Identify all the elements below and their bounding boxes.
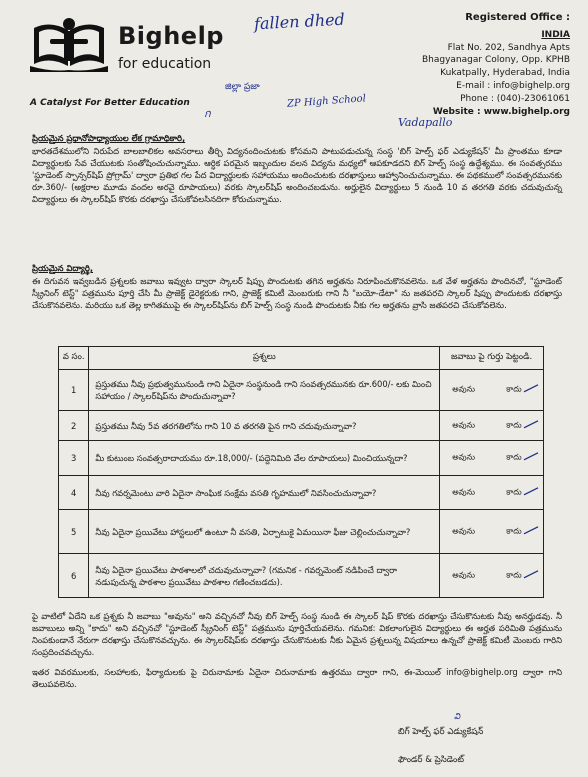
row-question: ప్రస్తుతము నీవు ప్రభుత్వమునుండి గాని ఏదైనా సంస్థనుండి గాని సంవత్సరమునకు రూ.600/- లకు మించి సహాయం / స్కాలర్‌షిప్‌ను పొందుచున్నావా?	[89, 370, 440, 411]
handwritten-name: fallen dhed	[253, 9, 346, 34]
answer-cell[interactable]	[440, 476, 544, 510]
office-phone: Phone : (040)-23061061	[460, 93, 570, 104]
row-number: 3	[59, 441, 89, 476]
row-number: 4	[59, 476, 89, 510]
answer-no[interactable]: కాదు	[506, 384, 522, 394]
handwritten-address-1: జిల్లా ప్రజా	[225, 82, 260, 92]
contact-paragraph: ఇతర వివరములకు, సలహాలకు, ఫిర్యాదులకు పై చిరునామాకు ఏదైనా చిరునామాకు ఉత్తరము ద్వారా గాని, ఈ-మెయిల్ info@bighelp.org ద్వారా గాని తెలుపవలెను.	[32, 667, 562, 689]
greeting-headmaster: ప్రియమైన ప్రధానోపాధ్యాయుల లేక గ్రామాధికారి,	[32, 133, 186, 143]
row-question: మీ కుటుంబ సంవత్సరాదాయము రూ.18,000/- (పద్దెనిమిది వేల రూపాయలు) మించియున్నదా?	[89, 441, 440, 476]
tagline: A Catalyst For Better Education	[30, 98, 190, 108]
handwritten-mark: ก	[204, 107, 211, 120]
row-question: నీవు ఏదైనా ప్రయివేటు పాఠశాలలో చదువుచున్నావా? (గమనిక - గవర్నమెంట్ నడిపించే ద్వారా నడుపుచున్న పాఠశాల ప్రయివేటు పాఠశాల గణించబడదు).	[89, 554, 440, 598]
brand-name: Bighelp	[118, 22, 224, 50]
handwritten-address-3: Vadapallo	[398, 116, 453, 129]
answer-cell[interactable]	[440, 510, 544, 554]
answer-no[interactable]: కాదు	[506, 487, 522, 496]
registered-office	[400, 12, 570, 118]
student-section	[32, 262, 562, 311]
handwritten-address-2: ZP High School	[286, 93, 367, 110]
table-row	[59, 476, 544, 510]
student-paragraph: ఈ దిగువన ఇవ్వబడిన ప్రశ్నలకు జవాబు ఇవ్వుట ద్వారా స్కాలర్ షిప్పు పొందుటకు తగిన అర్హతను నిరూపించుకొనవలెను. ఒక వేళ అర్హతను పొందినచో, "స్టూడెంట్ స్క్రీనింగ్ టెస్ట్" పత్రమును పూర్తి చేసి మీ ప్రాజెక్ట్ డైరెక్టరుకు గాని, ప్రాజెక్ట్ కమిటీ మెంబరుకు గాని నీ "బయో-డేటా" ను జతపరచి స్కాలర్ షిప్పు పొందుటకు దరఖాస్తు చేసుకొనవలెను. మరియు ఒక తెల్ల కాగితముపై ఈ స్కాలర్‌షిప్‌ను బిగ్ హెల్ప్ సంస్థ నుండి పొందుటకు నీకు గల అర్హతను వ్రాసి జతపరచి చేసుకోవలెను.	[32, 276, 562, 310]
answer-cell[interactable]	[440, 370, 544, 411]
row-number: 2	[59, 411, 89, 441]
table-row	[59, 510, 544, 554]
row-number: 1	[59, 370, 89, 411]
table-row	[59, 441, 544, 476]
answer-cell[interactable]	[440, 554, 544, 598]
tick-mark-icon	[523, 418, 539, 430]
office-website: Website : www.bighelp.org	[432, 106, 570, 117]
tick-mark-icon	[523, 451, 539, 463]
row-question: నీవు ఏదైనా ప్రయివేటు హాస్టలులో ఉంటూ నీ వసతి, ఏర్పాటుకై ఏమయినా ఫీజు చెల్లించుచున్నావా?	[89, 510, 440, 554]
tick-mark-icon	[523, 383, 539, 395]
intro-paragraph: భారతదేశములోని నిరుపేద బాలబాలికల అవసరాలు తీర్చి విద్యనందించుటకు కోసమని పాటుపడుచున్న సంస్థ 'బిగ్ హెల్ప్ ఫర్ ఎడ్యుకేషన్' మీ ప్రాంతము కూడా విద్యార్థులకు సేవ చేయుటకు సంతోషించుచున్నాము. ఆర్ధిక పరమైన ఇబ్బందుల వలన విద్యను మధ్యలో ఆపకూడదని బిగ్ హెల్ప్ సంస్థ ఉద్దేశ్యము. ఈ సంవత్సరము 'స్టూడెంట్ స్పాన్సర్‌షిప్ ప్రోగ్రామ్' ద్వారా ప్రతిభ గల పేద విద్యార్థులకు సహాయము అందించుటకు దరఖాస్తులు ఆహ్వానించుచున్నాము. ఈ పథకములో సంవత్సరమునకు రూ.360/- (అక్షరాల మూడు వందల అరవై రూపాయలు) వరకు స్కాలర్‌షిప్ అందించబడును. అర్హులైన విద్యార్థులు 5 నుండి 10 వ తరగతి వరకు చదువుచున్న విద్యార్థులు ఈ స్కాలర్‌షిప్ కొరకు దరఖాస్తు చేసుకోవలసినదిగా కోరుచున్నాము.	[32, 146, 562, 204]
table-header-row	[59, 347, 544, 370]
tick-mark-icon	[523, 524, 539, 536]
answer-yes[interactable]: అవును	[452, 384, 476, 394]
signature: వి	[454, 712, 461, 722]
eligibility-table	[58, 346, 544, 598]
answer-no[interactable]: కాదు	[506, 570, 522, 579]
tick-mark-icon	[523, 568, 539, 580]
greeting-student: ప్రియమైన విద్యార్థి,	[32, 263, 94, 273]
answer-no[interactable]: కాదు	[506, 452, 522, 462]
office-country: INDIA	[541, 29, 570, 40]
conditions-paragraph: పై వాటిలో ఏదేని ఒక ప్రశ్నకు నీ జవాబు "అవును" అని వచ్చినచో నీవు బిగ్ హెల్ప్ సంస్థ నుండి ఈ స్కాలర్ షిప్ కొరకు దరఖాస్తు చేసుకొనుటకు నీవు అనర్హుడవు. నీ జవాబులు అన్ని "కాదు" అని వచ్చినచో "స్టూడెంట్ స్క్రీనింగ్ టెస్ట్" పత్రమును పూర్తిచేయవలెను. గమనిక: వికలాంగులైన విద్యార్థులు ఈ అర్హత పరిమితి పత్రమును నింపకుండానే నేరుగా దరఖాస్తు చేసుకొనవచ్చును. ఈ స్కాలర్‌షిప్‌కు దరఖాస్తు చేసుకొనుటకు నీకు ఏమైన ప్రశ్నలున్న విషయాలు ఉన్నచో ప్రాజెక్ట్ కమిటీ మెంబరు గారిని సంప్రదించవచ్చును.	[32, 611, 562, 657]
footer-section	[32, 610, 562, 690]
answer-no[interactable]: కాదు	[506, 526, 522, 535]
answer-no[interactable]: కాదు	[506, 420, 522, 429]
office-title: Registered Office :	[465, 12, 570, 23]
answer-cell[interactable]	[440, 441, 544, 476]
bighelp-logo-icon	[30, 14, 108, 74]
tick-mark-icon	[523, 485, 539, 497]
table-row	[59, 370, 544, 411]
office-line: Bhagyanagar Colony, Opp. KPHB	[421, 55, 570, 66]
answer-yes[interactable]: అవును	[452, 570, 476, 579]
answer-cell[interactable]	[440, 411, 544, 441]
header-answer: జవాబు పై గుర్తు పెట్టండి.	[440, 347, 544, 370]
office-line: Flat No. 202, Sandhya Apts	[447, 42, 570, 53]
row-number: 6	[59, 554, 89, 598]
answer-yes[interactable]: అవును	[452, 452, 476, 462]
answer-yes[interactable]: అవును	[452, 526, 476, 535]
founder-title: ఫౌండర్ & ప్రెసిడెంట్	[398, 755, 464, 765]
office-line: Kukatpally, Hyderabad, India	[440, 68, 570, 79]
intro-section	[32, 132, 562, 205]
header-questions: ప్రశ్నలు	[89, 347, 440, 370]
office-email: E-mail : info@bighelp.org	[456, 80, 570, 91]
brand-subtitle: for education	[118, 56, 212, 72]
header-serial: వ సం.	[59, 347, 89, 370]
table-row	[59, 411, 544, 441]
answer-yes[interactable]: అవును	[452, 487, 476, 496]
org-name: బిగ్ హెల్ప్ ఫర్ ఎడ్యుకేషన్	[398, 727, 484, 737]
row-question: ప్రస్తుతము నీవు 5వ తరగతిలోను గాని 10 వ తరగతి పైన గాని చదువుచున్నావా?	[89, 411, 440, 441]
answer-yes[interactable]: అవును	[452, 420, 476, 429]
table-row	[59, 554, 544, 598]
row-number: 5	[59, 510, 89, 554]
row-question: నీవు గవర్నమెంటు వారి ఏదైనా సాంఘిక సంక్షేమ వసతి గృహములో నివసించుచున్నావా?	[89, 476, 440, 510]
